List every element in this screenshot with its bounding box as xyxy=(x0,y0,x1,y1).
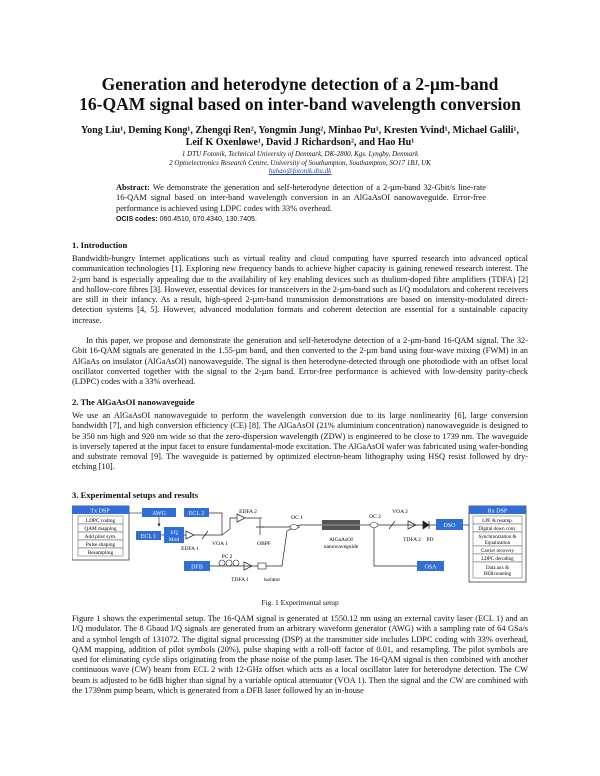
abstract-label: Abstract: xyxy=(116,183,150,192)
ecl2-label: ECL 2 xyxy=(188,511,205,517)
setup-diagram xyxy=(72,505,528,597)
title-line-2: 16-QAM signal based on inter-band wavelength conversion xyxy=(79,94,521,114)
paper-title xyxy=(0,74,600,114)
rx-step-3a: Synchronization & xyxy=(478,535,517,540)
affiliations xyxy=(30,150,570,176)
iq-mod-label-1: I/Q xyxy=(170,530,178,536)
tdfa2-label: TDFA 2 xyxy=(403,537,421,543)
abstract xyxy=(116,183,486,225)
edfa1-label: EDFA 1 xyxy=(181,546,199,552)
isolator xyxy=(258,563,266,569)
abstract-text: We demonstrate the generation and self-heterodyne detection of a 2-µm-band 32-Gbit/s line-rate 16-QAM signal based on inter-band wavelength conversion in an AlGaAsOI nanowaveguide. Error-free performance is achieved using LDPC codes with 33% overhead. xyxy=(116,183,486,213)
tdfa1-label: TDFA 1 xyxy=(231,577,249,583)
section-2-heading: 2. The AlGaAsOI nanowaveguide xyxy=(72,397,195,407)
section-1-heading: 1. Introduction xyxy=(72,240,128,250)
section-3-paragraph-1: Figure 1 shows the experimental setup. The 16-QAM signal is generated at 1550.12 nm using an external cavity laser (ECL 1) and an I/Q modulator. The 8 Gbaud I/Q signals are generated from an arbitrary waveform generator (AWG) with a sampling rate of 64 GSa/s and a symbol length of 131072. The digital signal processing (DSP) at the transmitter side includes LDPC coding with 33% overhead, QAM mapping, addition of pilot symbols (20%), pulse shaping with a roll-off factor of 0.01, and resampling. The pilot symbols are used for eliminating cycle slips originating from the phase noise of the pump laser. The 16-QAM signal is then combined with another continuous wave (CW) beam from ECL 2 with 12-GHz offset which acts as a local oscillator later for heterodyne detection. The CW beam is adjusted to be 6dB higher than signal by a variable optical attenuator (VOA 1). Then the signal and the CW are combined with the 1739nm pump beam, which is generated from a DFB laser followed by an in-house xyxy=(72,614,528,696)
algaasoi-label-1: AlGaAsOI xyxy=(329,537,353,543)
osa-label: OSA xyxy=(424,564,437,571)
authors-line-1: Yong Liu¹, Deming Kong¹, Zhengqi Ren², Yongmin Jung², Minhao Pu¹, Kresten Yvind¹, Michael Galili¹, xyxy=(81,125,519,136)
algaasoi-label-2: nanowaveguide xyxy=(323,544,359,550)
rx-step-1: LPF & resamp. xyxy=(482,519,513,524)
oc1-coupler xyxy=(290,525,298,530)
rx-step-6a: Data aux & xyxy=(485,566,510,571)
rx-step-3b: Equalization xyxy=(484,541,511,546)
edfa1-amplifier xyxy=(186,531,194,539)
affiliation-2: 2 Optoelectronics Research Centre, University of Southampton, Southampton, SO17 1BJ, UK xyxy=(169,158,431,167)
author-email-link[interactable]: huhao@fotonik.dtu.dk xyxy=(268,167,332,176)
rx-step-6b: BERcounting xyxy=(483,572,512,577)
pc2-controller xyxy=(219,560,225,566)
voa2-label: VOA 2 xyxy=(392,509,408,515)
section-1-paragraph-2: In this paper, we propose and demonstrate the generation and self-heterodyne detection of a 2-µm-band 16-QAM signal. The 32-Gbit 16-QAM signals are generated in the 1.55-µm band, and then converted to the 2-µm band using four-wave mixing (FWM) in an AlGaAs on insulator (AlGaAsOI) nanowaveguide. The signal is then heterodyne-detected through one photodiode with an offset local oscillator converted together with the signal to the 2-µm band. Error-free performance is achieved with low-density parity-check (LDPC) codes with a 33% overhead. xyxy=(72,336,528,387)
author-list xyxy=(30,125,570,149)
voa1-label: VOA 1 xyxy=(212,541,228,547)
pc2-label: PC 2 xyxy=(221,554,233,560)
awg-label: AWG xyxy=(152,511,166,517)
dfb-label: DFB xyxy=(191,564,203,571)
experimental-setup-figure xyxy=(72,505,528,597)
dso-label: DSO xyxy=(443,523,456,529)
rx-step-4: Carrier recovery xyxy=(481,549,514,554)
rx-step-2: Digital down conv. xyxy=(478,527,517,532)
section-1-paragraph-1: Bandwidth-hungry Internet applications such as virtual reality and cloud computing have spurred research into advanced optical communication technologies [1]. Exploring new frequency bands to achieve higher capacity is gaining renewed research interest. The 2-µm band is especially appealing due to the availability of key enabling devices such as thulium-doped fibre amplifiers (TDFA) [2] and hollow-core fibres [3]. However, essential devices for transceivers in the 2-µm-band such as I/Q modulators and coherent receivers are still in their infancy. As a result, high-speed 2-µm-band transmission demonstrations are based on intensity-modulated direct-detection systems [4, 5]. However, advanced modulation formats and coherent detection are essential for a sustainable capacity increase. xyxy=(72,254,528,325)
edfa2-label: EDFA 2 xyxy=(239,509,257,515)
affiliation-1: 1 DTU Fotonik, Technical University of Denmark, DK-2800, Kgs. Lyngby, Denmark xyxy=(181,150,419,158)
tx-dsp-label: Tx DSP xyxy=(90,508,110,515)
title-line-1: Generation and heterodyne detection of a 2-µm-band xyxy=(101,74,499,94)
section-2-paragraph-1: We use an AlGaAsOI nanowaveguide to perform the wavelength conversion due to its large nonlinearity [6], large conversion bandwidth [7], and high conversion efficiency (CE) [8]. The AlGaAsOI (21% aluminium concentration) nanowaveguide is designed to be 350 nm high and 920 nm wide so that the zero-dispersion wavelength (ZDW) is engineered to be close to 1739 nm. The waveguide is inversely tapered at the input facet to ensure fundamental-mode excitation. The AlGaAsOI wafer was fabricated using wafer-bonding and substrate removal [9]. The waveguide is patterned by optimized electron-beam lithography using HSQ resist followed by dry-etching [10]. xyxy=(72,411,528,472)
ocis-label: OCIS codes: xyxy=(116,215,158,223)
tx-step-2: QAM mapping xyxy=(84,526,117,532)
pd-label: PD xyxy=(426,537,434,543)
figure-caption: Fig. 1 Experimental setup xyxy=(261,598,339,607)
tx-step-3: Add pilot sym. xyxy=(84,534,117,540)
tx-step-4: Pulse shaping xyxy=(85,542,116,548)
ocis-codes: 060.4510, 070.4340, 130.7405. xyxy=(157,215,257,223)
edfa2-amplifier xyxy=(237,514,245,522)
isolator-label: isolator xyxy=(263,577,281,583)
oc2-coupler xyxy=(370,523,378,528)
rx-dsp-label: Rx DSP xyxy=(487,508,508,515)
iq-mod-label-2: Mod xyxy=(168,537,180,543)
obpf-label: OBPF xyxy=(257,541,271,547)
tx-step-1: LDPC coding xyxy=(85,518,116,524)
oc1-label: OC 1 xyxy=(291,515,303,521)
section-3-heading: 3. Experimental setups and results xyxy=(72,490,199,500)
authors-line-2: Leif K Oxenløwe¹, David J Richardson², and Hao Hu¹ xyxy=(185,137,415,148)
tx-step-5: Resampling xyxy=(87,550,114,556)
oc2-label: OC 2 xyxy=(369,514,381,520)
rx-step-5: LDPC decoding xyxy=(481,557,514,562)
photodiode xyxy=(423,521,429,529)
ecl1-label: ECL 1 xyxy=(140,534,157,540)
